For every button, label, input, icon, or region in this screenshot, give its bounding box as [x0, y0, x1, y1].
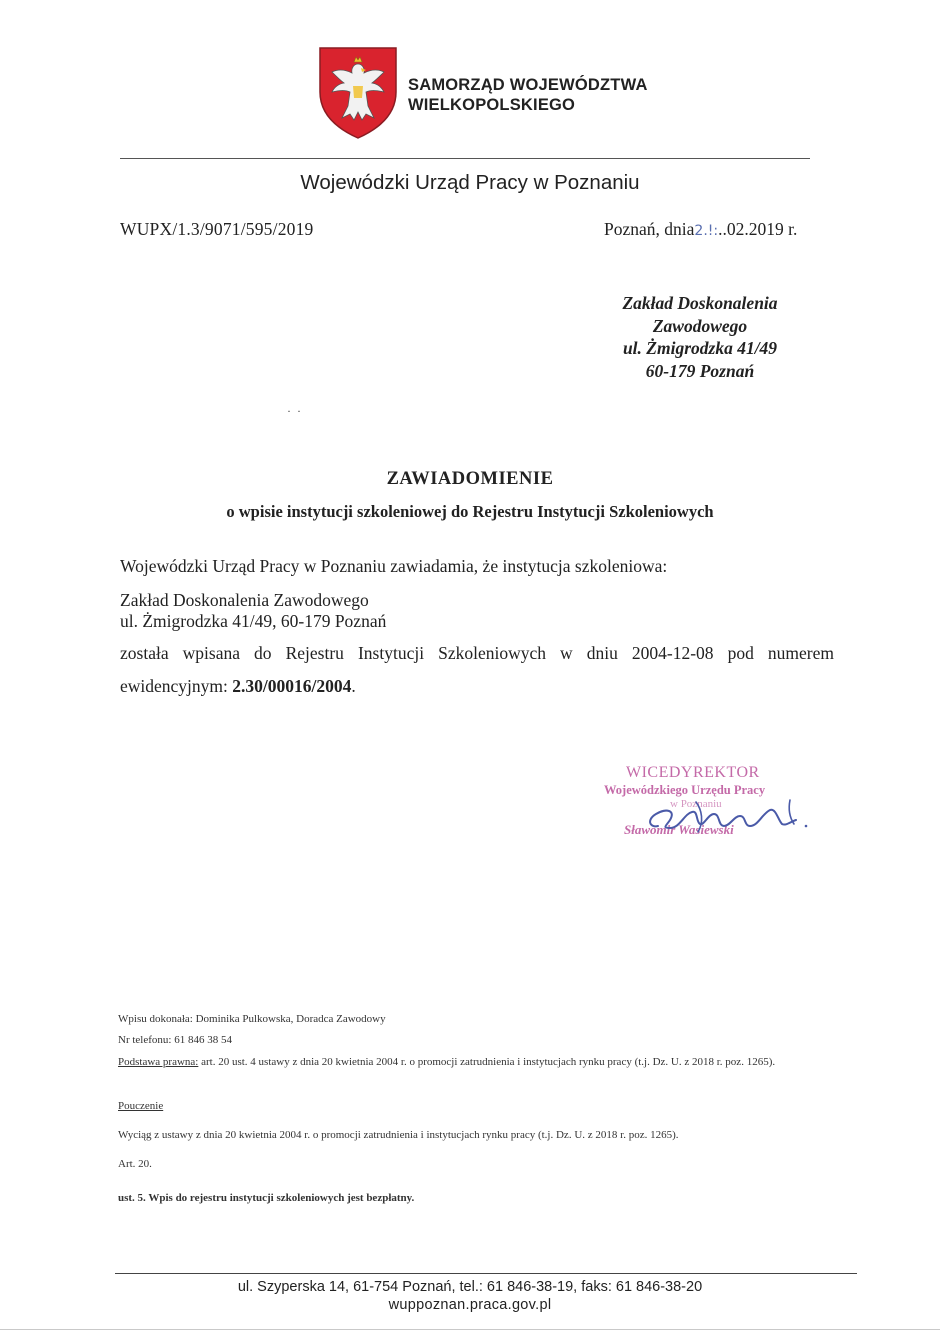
registry-label: ewidencyjnym:: [120, 676, 233, 696]
clause-text: ust. 5. Wpis do rejestru instytucji szkoleniowych jest bezpłatny.: [118, 1192, 415, 1204]
date-handwritten-day: 2.!:: [694, 223, 719, 239]
stamp-city: w Poznaniu: [670, 798, 722, 810]
footer-website: wuppoznan.praca.gov.pl: [388, 1297, 552, 1313]
legal-basis-text: art. 20 ust. 4 ustawy z dnia 20 kwietnia 2004 r. o promocji zatrudnienia i instytucjach rynku pracy (t.j. Dz. U. z 2018 r. poz. 1265).: [198, 1056, 776, 1068]
handwritten-signature: [640, 784, 820, 844]
institution-address: ul. Żmigrodzka 41/49, 60-179 Poznań: [120, 611, 387, 631]
date-prefix: Poznań, dnia: [604, 219, 695, 239]
stamp-title: WICEDYREKTOR: [626, 764, 760, 781]
stamp-signatory-name: Sławomir Wasiewski: [624, 822, 734, 837]
scan-specks: ··: [287, 404, 307, 418]
organization-name: [408, 75, 648, 115]
notice-intro: Wojewódzki Urząd Pracy w Poznaniu zawiadamia, że instytucja szkoleniowa:: [120, 556, 668, 576]
date-suffix: ..02.2019 r.: [718, 219, 798, 239]
office-name: Wojewódzki Urząd Pracy w Poznaniu: [300, 171, 640, 194]
notice-title: ZAWIADOMIENIE: [386, 469, 554, 489]
recipient-line-2: Zawodowego: [652, 315, 748, 336]
instruction-label: Pouczenie: [118, 1100, 164, 1112]
recipient-line-1: Zakład Doskonalenia: [622, 293, 778, 313]
scan-edge-line: [0, 1329, 940, 1330]
stamp-office: Wojewódzkiego Urzędu Pracy: [604, 783, 766, 797]
recipient-line-4: 60-179 Poznań: [645, 360, 755, 381]
legal-basis-label: Podstawa prawna:: [118, 1056, 199, 1068]
notice-subtitle: o wpisie instytucji szkoleniowej do Rejestru Instytucji Szkoleniowych: [226, 502, 714, 521]
registration-text: została wpisana do Rejestru Instytucji Szkoleniowych w dniu 2004-12-08 pod numerem: [120, 643, 834, 663]
organization-line-1: SAMORZĄD WOJEWÓDZTWA: [408, 76, 648, 94]
footer-divider: [115, 1273, 857, 1274]
reference-number: WUPX/1.3/9071/595/2019: [120, 219, 314, 239]
law-excerpt: Wyciąg z ustawy z dnia 20 kwietnia 2004 r. o promocji zatrudnienia i instytucjach rynku pracy (t.j. Dz. U. z 2018 r. poz. 1265).: [118, 1129, 679, 1141]
article-number: Art. 20.: [118, 1158, 152, 1170]
footer-address: ul. Szyperska 14, 61-754 Poznań, tel.: 61 846-38-19, faks: 61 846-38-20: [237, 1279, 703, 1295]
document-date: [604, 219, 797, 240]
organization-line-2: WIELKOPOLSKIEGO: [408, 96, 576, 114]
recipient-address: [600, 292, 800, 382]
registry-end: .: [351, 676, 356, 696]
legal-basis: [118, 1056, 838, 1069]
coat-of-arms-logo: [318, 46, 398, 140]
recipient-line-3: ul. Żmigrodzka 41/49: [622, 338, 778, 358]
registry-number-line: [120, 676, 356, 697]
registry-number: 2.30/00016/2004: [232, 676, 352, 696]
header-divider: [120, 158, 810, 159]
institution-name: Zakład Doskonalenia Zawodowego: [120, 590, 369, 610]
phone-number: Nr telefonu: 61 846 38 54: [118, 1034, 232, 1046]
entered-by: Wpisu dokonała: Dominika Pulkowska, Doradca Zawodowy: [118, 1013, 386, 1025]
